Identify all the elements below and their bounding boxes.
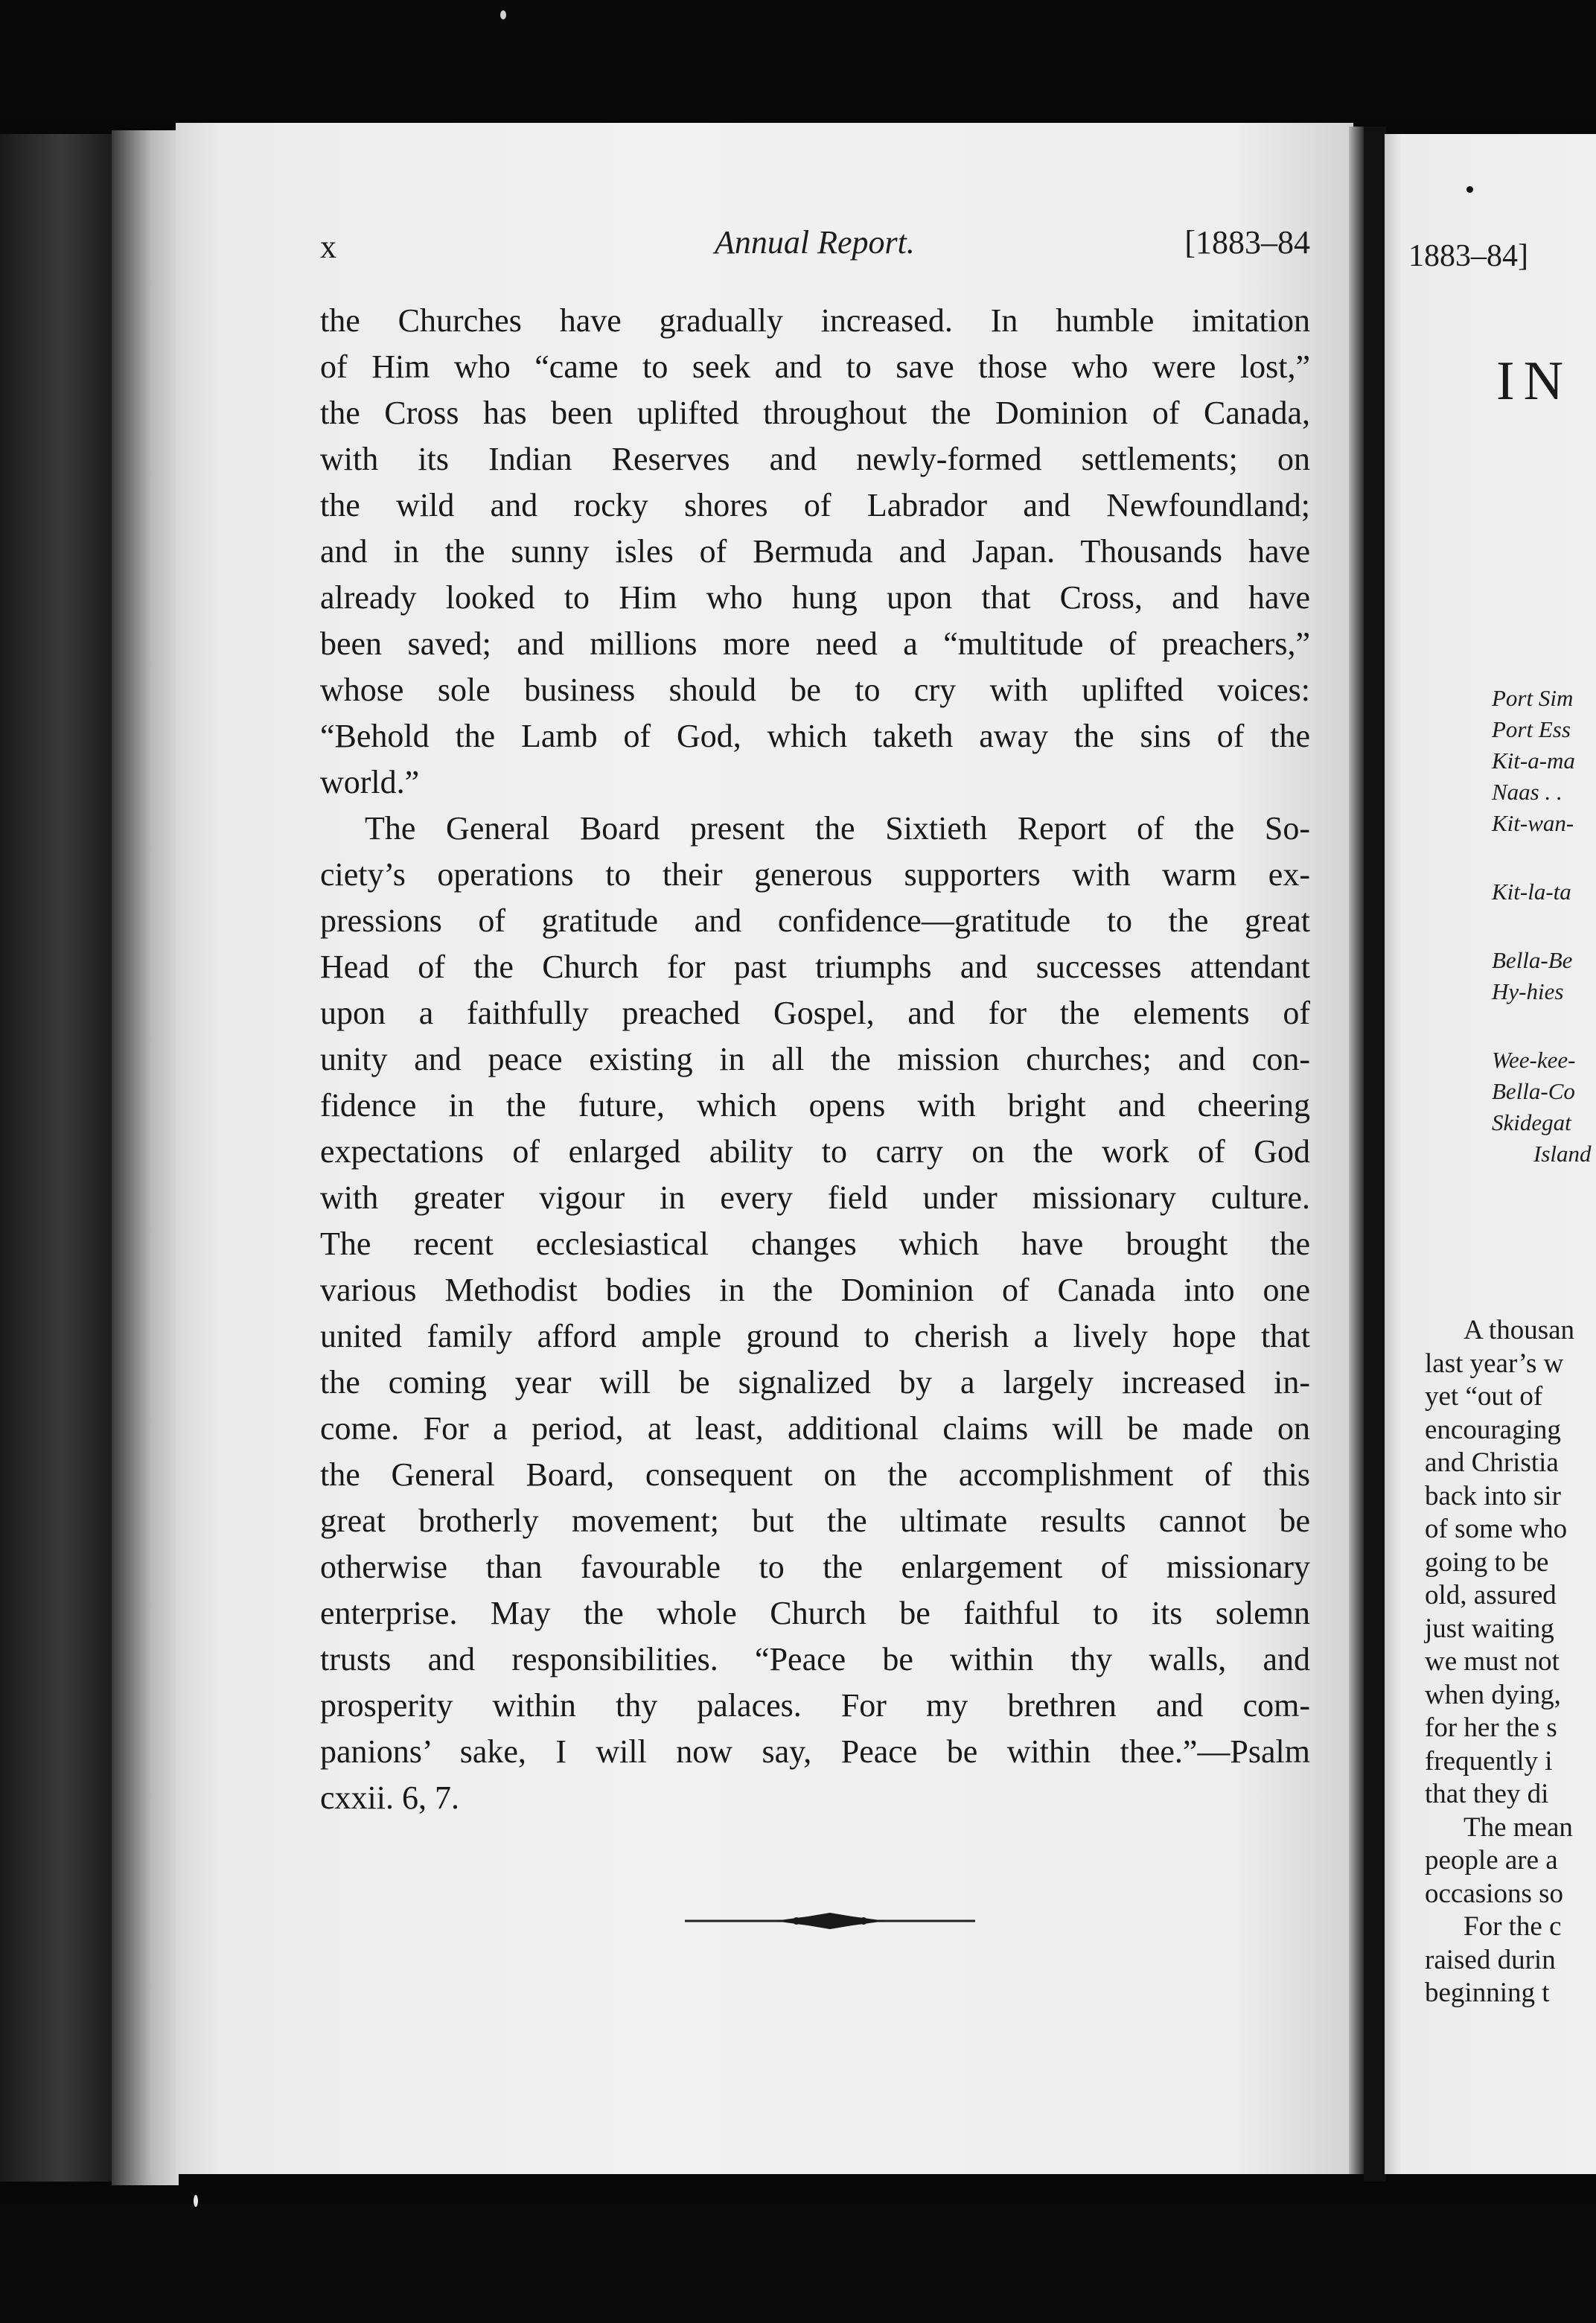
gutter-shadow: [1349, 127, 1364, 2174]
text-line: The General Board present the Sixtieth Report of the So-: [365, 810, 1310, 847]
text-line: and in the sunny isles of Bermuda and Japan. Thousands have: [320, 533, 1310, 570]
text-line: of some who: [1425, 1514, 1568, 1544]
list-item: Kit-wan-: [1492, 810, 1574, 836]
list-item: Wee-kee-: [1492, 1047, 1576, 1073]
text-line: united family afford ample ground to cherish a lively hope that: [320, 1318, 1310, 1354]
text-line: various Methodist bodies in the Dominion of Canada into one: [320, 1272, 1310, 1308]
text-line: pressions of gratitude and confidence—gratitude to the great: [320, 902, 1310, 939]
text-line: going to be: [1425, 1546, 1549, 1578]
list-item: Kit-a-ma: [1492, 748, 1575, 774]
right-page-heading: IN: [1496, 351, 1573, 412]
gutter: [1364, 127, 1386, 2182]
text-line: when dying,: [1425, 1679, 1561, 1710]
right-page-text: [1425, 1314, 1574, 2010]
text-line: people are a: [1425, 1845, 1558, 1876]
text-line: frequently i: [1425, 1745, 1553, 1776]
page-stack-edge: [112, 130, 179, 2185]
text-line: the coming year will be signalized by a largely increased in-: [320, 1364, 1310, 1401]
text-line: A thousan: [1463, 1315, 1575, 1345]
scan-speck: [500, 10, 506, 19]
text-line: old, assured: [1425, 1580, 1557, 1610]
list-item: Skidegat: [1492, 1109, 1571, 1135]
text-line: The mean: [1463, 1811, 1573, 1843]
text-line: encouraging: [1425, 1414, 1561, 1445]
scan-bottom-border: [0, 2204, 1596, 2323]
list-item: Port Ess: [1492, 716, 1571, 742]
text-line: the wild and rocky shores of Labrador and Newfoundland;: [320, 487, 1310, 523]
text-line: been saved; and millions more need a “multitude of preachers,”: [320, 625, 1310, 662]
mission-list: [1492, 685, 1592, 1172]
text-line: world.”: [320, 764, 420, 800]
scan-speck: [194, 2195, 198, 2207]
text-line: upon a faithfully preached Gospel, and for the elements of: [320, 995, 1310, 1031]
body-text: [320, 298, 1310, 1821]
text-line: panions’ sake, I will now say, Peace be within thee.”—Psalm: [320, 1733, 1310, 1770]
text-line: Head of the Church for past triumphs and successes attendant: [320, 949, 1310, 985]
text-line: cxxii. 6, 7.: [320, 1779, 459, 1816]
text-line: occasions so: [1425, 1878, 1563, 1909]
scan-top-border: [0, 0, 1596, 119]
text-line: with its Indian Reserves and newly-formed settlements; on: [320, 441, 1310, 477]
list-item: Island: [1533, 1141, 1592, 1167]
list-item: Bella-Be: [1492, 947, 1573, 973]
text-line: of Him who “came to seek and to save those who were lost,”: [320, 348, 1310, 385]
text-line: the General Board, consequent on the accomplishment of this: [320, 1456, 1310, 1493]
list-item: Naas . .: [1492, 779, 1563, 805]
text-line: trusts and responsibilities. “Peace be within thy walls, and: [320, 1641, 1310, 1677]
text-line: yet “out of: [1425, 1381, 1543, 1412]
text-line: fidence in the future, which opens with bright and cheering: [320, 1087, 1310, 1124]
page-header: [320, 223, 1310, 275]
text-line: for her the s: [1425, 1712, 1557, 1743]
text-line: whose sole business should be to cry with uplifted voices:: [320, 672, 1310, 708]
text-line: the Cross has been uplifted throughout the Dominion of Canada,: [320, 395, 1310, 431]
running-title: Annual Report.: [715, 224, 915, 261]
text-line: prosperity within thy palaces. For my brethren and com-: [320, 1687, 1310, 1724]
scan-speck: [1466, 186, 1473, 193]
header-year: [1883–84: [1184, 224, 1310, 261]
list-item: Hy-hies: [1492, 978, 1564, 1004]
list-item: Bella-Co: [1492, 1078, 1575, 1104]
text-line: unity and peace existing in all the mission churches; and con-: [320, 1041, 1310, 1077]
list-item: Port Sim: [1492, 685, 1574, 711]
right-page-year: 1883–84]: [1408, 239, 1528, 273]
text-line: come. For a period, at least, additional claims will be made on: [320, 1410, 1310, 1447]
text-line: and Christia: [1425, 1447, 1559, 1478]
text-line: The recent ecclesiastical changes which have brought the: [320, 1226, 1310, 1262]
text-line: back into sir: [1425, 1480, 1561, 1511]
text-line: just waiting: [1425, 1613, 1554, 1644]
text-line: beginning t: [1425, 1978, 1550, 2008]
text-line: raised durin: [1425, 1944, 1556, 1975]
text-line: For the c: [1463, 1911, 1562, 1942]
ornamental-rule: [685, 1910, 975, 1932]
text-line: the Churches have gradually increased. In humble imitation: [320, 302, 1310, 339]
right-page: [1385, 134, 1596, 2174]
text-line: enterprise. May the whole Church be faithful to its solemn: [320, 1595, 1310, 1631]
text-line: with greater vigour in every field under missionary culture.: [320, 1179, 1310, 1216]
book-spine: [0, 134, 112, 2182]
text-line: great brotherly movement; but the ultimate results cannot be: [320, 1503, 1310, 1539]
text-line: already looked to Him who hung upon that Cross, and have: [320, 579, 1310, 616]
text-line: ciety’s operations to their generous supporters with warm ex-: [320, 856, 1310, 893]
list-item: Kit-la-ta: [1492, 879, 1571, 905]
text-line: otherwise than favourable to the enlargement of missionary: [320, 1549, 1310, 1585]
text-line: expectations of enlarged ability to carry on the work of God: [320, 1133, 1310, 1170]
text-line: we must not: [1425, 1646, 1560, 1677]
text-line: that they di: [1425, 1779, 1549, 1809]
page-number: x: [320, 229, 336, 265]
text-line: last year’s w: [1425, 1348, 1564, 1379]
text-line: “Behold the Lamb of God, which taketh away the sins of the: [320, 718, 1310, 754]
